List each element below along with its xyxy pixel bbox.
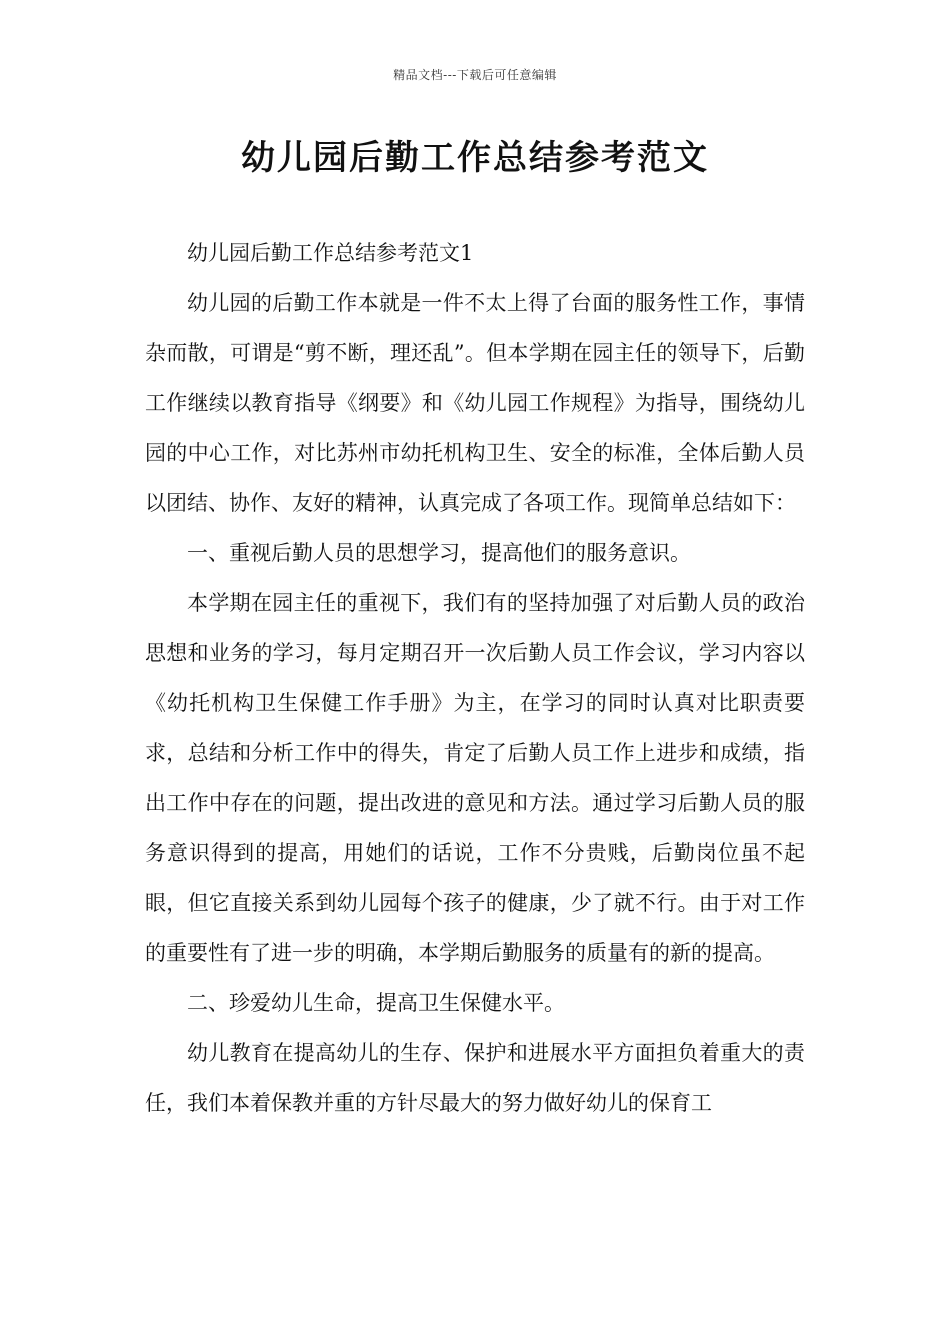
section-heading-two: 二、珍爱幼儿生命，提高卫生保健水平。 [187,991,565,1015]
paragraph-health: 幼儿教育在提高幼儿的生存、保护和进展水平方面担负着重大的责任，我们本着保教并重的方针尽最大的努力做好幼儿的保育工 [145,1041,805,1115]
section-heading-one: 一、重视后勤人员的思想学习，提高他们的服务意识。 [187,541,691,565]
paragraph-intro: 幼儿园的后勤工作本就是一件不太上得了台面的服务性工作，事情杂而散，可谓是“剪不断，理还乱”。但本学期在园主任的领导下，后勤工作继续以教育指导《纲要》和《幼儿园工作规程》为指导，围绕幼儿园的中心工作，对比苏州市幼托机构卫生、安全的标准，全体后勤人员以团结、协作、友好的精神，认真完成了各项工作。现简单总结如下： [145,291,805,515]
section-heading-1: 幼儿园后勤工作总结参考范文1 [187,241,474,265]
document-title: 幼儿园后勤工作总结参考范文 [241,138,709,178]
header-note: 精品文档---下载后可任意编辑 [393,68,557,82]
document-body [145,228,805,1128]
paragraph-study: 本学期在园主任的重视下，我们有的坚持加强了对后勤人员的政治思想和业务的学习，每月定期召开一次后勤人员工作会议，学习内容以《幼托机构卫生保健工作手册》为主，在学习的同时认真对比职责要求，总结和分析工作中的得失，肯定了后勤人员工作上进步和成绩，指出工作中存在的问题，提出改进的意见和方法。通过学习后勤人员的服务意识得到的提高，用她们的话说，工作不分贵贱，后勤岗位虽不起眼，但它直接关系到幼儿园每个孩子的健康，少了就不行。由于对工作的重要性有了进一步的明确，本学期后勤服务的质量有的新的提高。 [145,591,805,965]
